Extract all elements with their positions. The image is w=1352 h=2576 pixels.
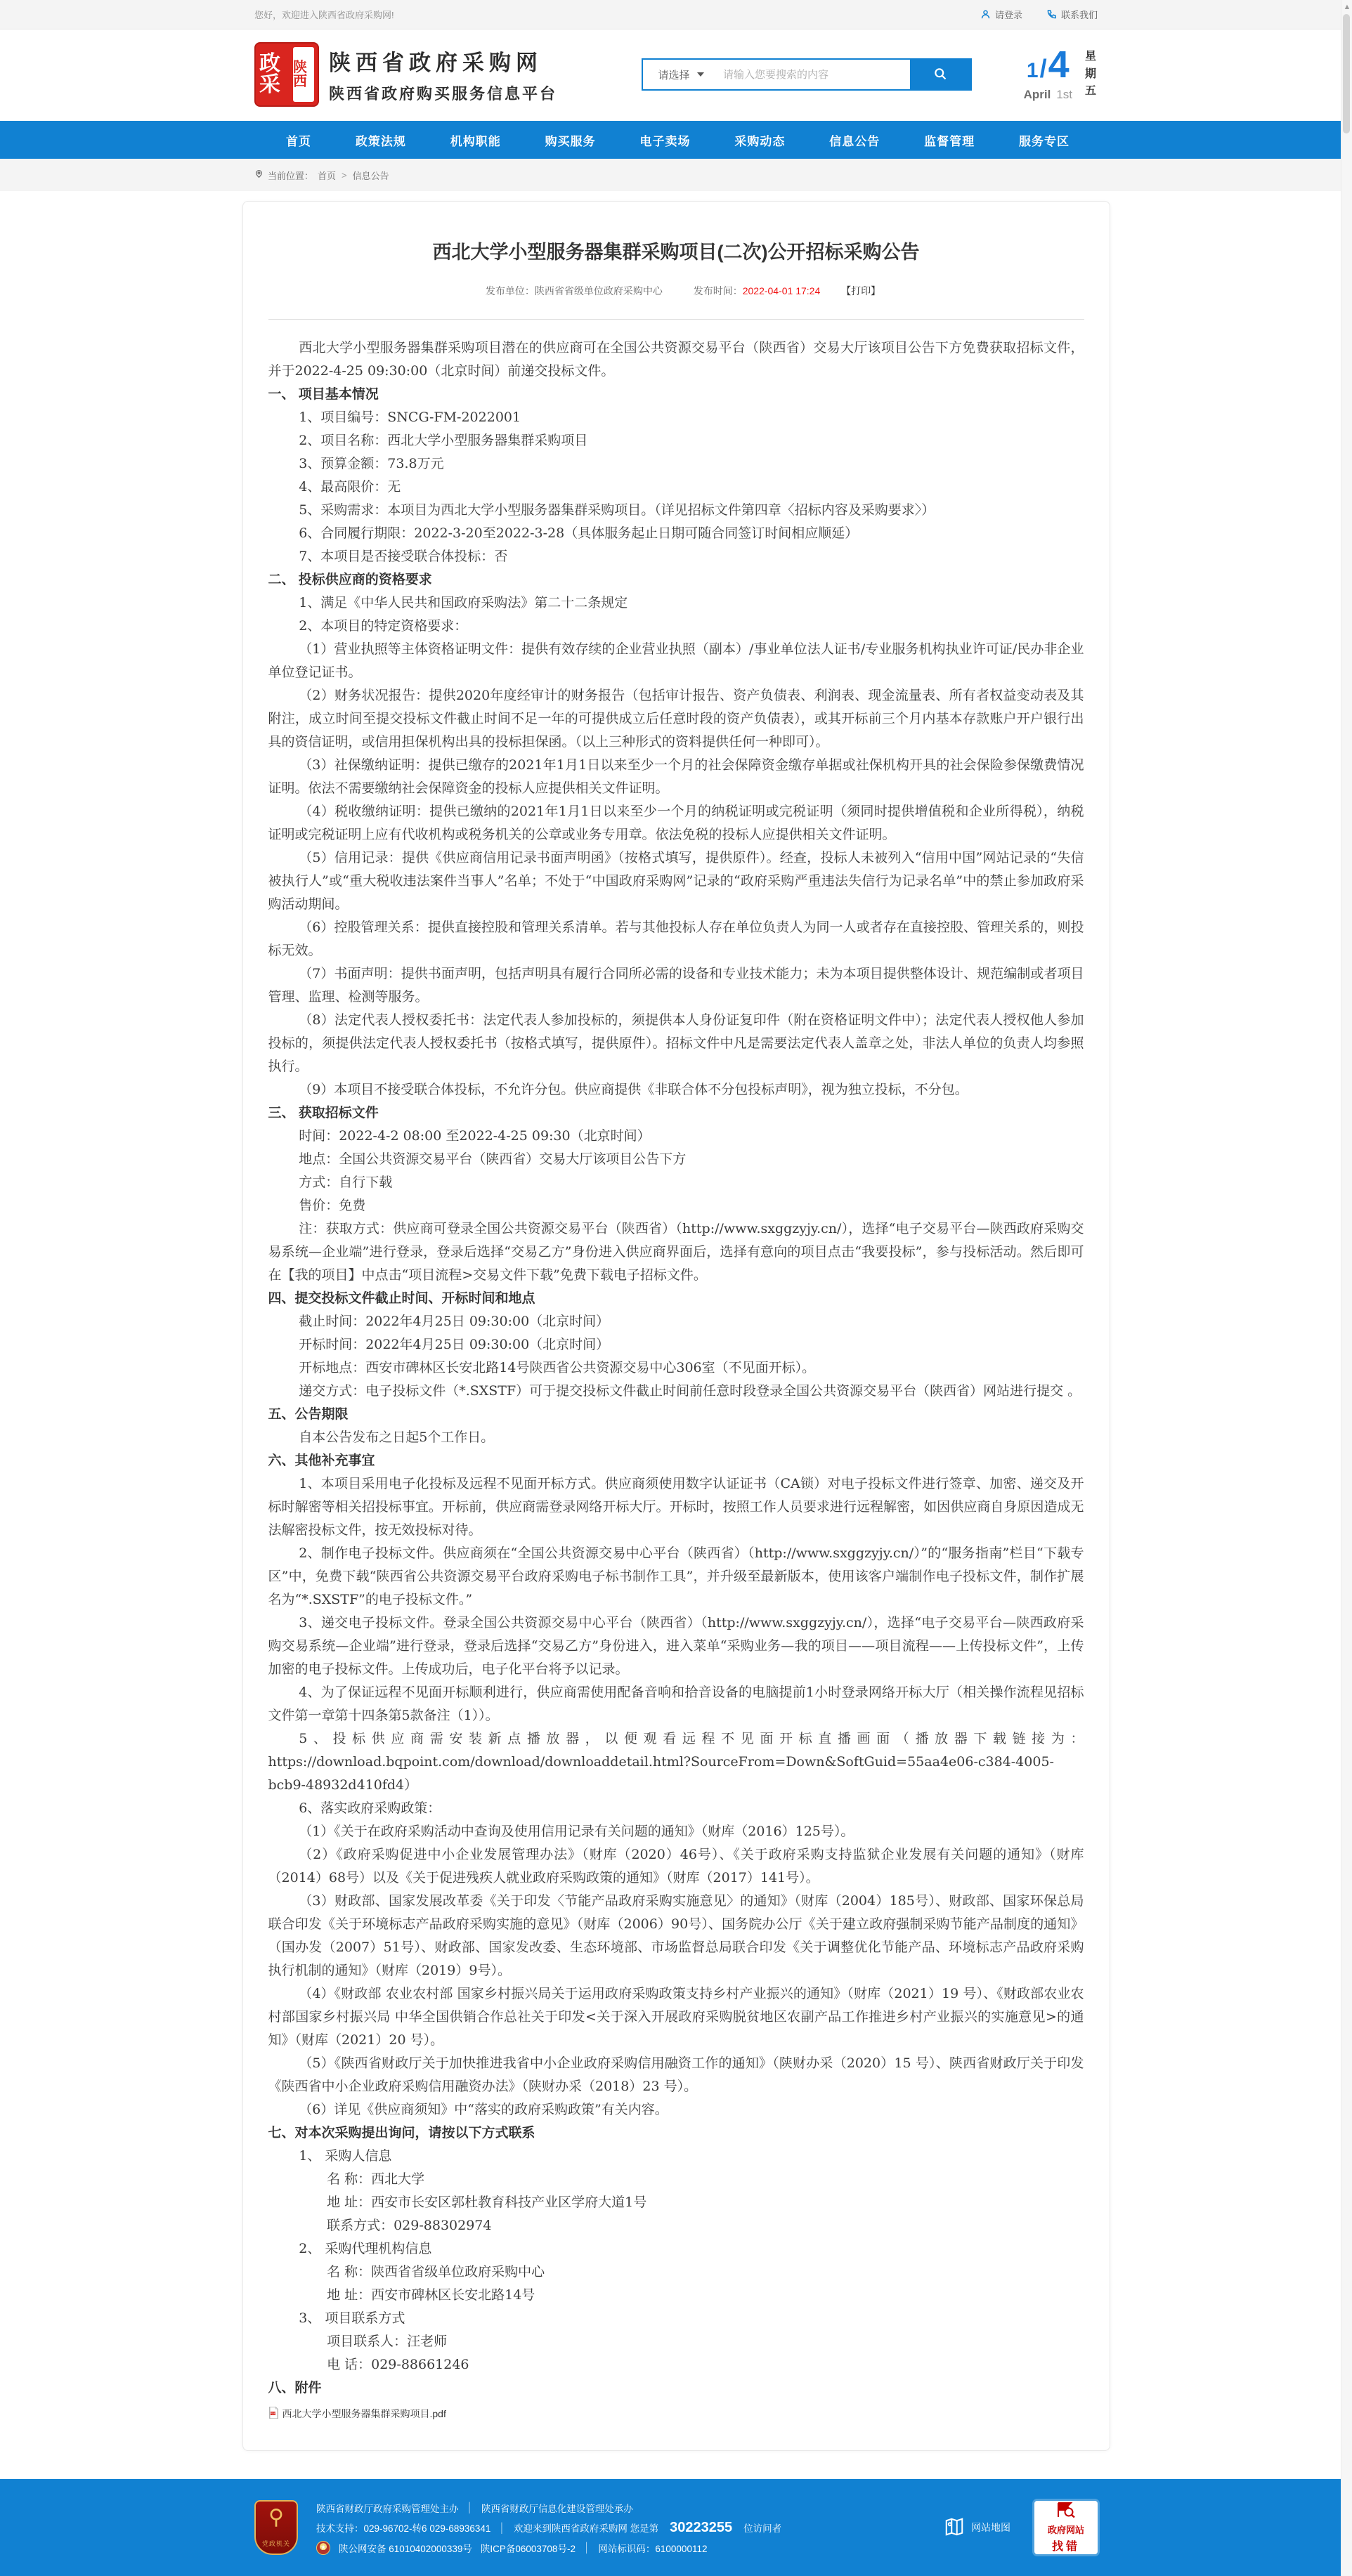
article-paragraph: 4、为了保证远程不见面开标顺利进行，供应商需使用配备音响和拾音设备的电脑提前1小时登录网络开标大厅（相关操作流程见招标文件第一章第十四条第5款备注（1））。: [268, 1685, 1084, 1723]
site-name: 陕西省政府采购网: [329, 51, 542, 75]
date-widget: 1 / 4 April 1st 星期五: [1023, 43, 1096, 101]
article-paragraph: 7、本项目是否接受联合体投标：否: [299, 549, 508, 564]
article-paragraph: （9）本项目不接受联合体投标，不允许分包。供应商提供《非联合体不分包投标声明》，视为独立投标，不分包。: [299, 1082, 968, 1097]
article-section-heading: 四、提交投标文件截止时间、开标时间和地点: [268, 1291, 535, 1306]
article-paragraph: 联系方式：029-88302974: [327, 2218, 492, 2233]
article-paragraph: 名 称：陕西省省级单位政府采购中心: [327, 2264, 545, 2280]
article-paragraph: 地点：全国公共资源交易平台（陕西省）交易大厅该项目公告下方: [299, 1151, 687, 1167]
contact-link[interactable]: 联系我们: [1046, 8, 1098, 21]
article-paragraph: 3、预算金额：73.8万元: [299, 456, 444, 471]
search-input[interactable]: [719, 60, 910, 89]
article-paragraph: 3、递交电子投标文件。登录全国公共资源交易中心平台（陕西省）（http://www.sxggzyjy.cn/），选择“电子交易平台—陕西政府采购交易系统—企业端”进行登录，登录后选择“交易乙方”身份进入，进入菜单“采购业务—我的项目——项目流程——上传投标文件”，上传加密的电子投标文件。上传成功后，电子化平台将予以记录。: [268, 1615, 1084, 1677]
article-paragraph: 售价：免费: [299, 1198, 366, 1213]
article-body: [268, 336, 1084, 2400]
article-section-heading: 三、 获取招标文件: [268, 1106, 379, 1120]
article-paragraph: （1）《关于在政府采购活动中查询及使用信用记录有关问题的通知》（财库（2016）125号）。: [299, 1824, 854, 1839]
article-section-heading: 七、对本次采购提出询问，请按以下方式联系: [268, 2126, 535, 2140]
nav-item-2[interactable]: 政策法规: [355, 134, 406, 148]
article-paragraph: 注：获取方式：供应商可登录全国公共资源交易平台（陕西省）（http://www.sxggzyjy.cn/），选择“电子交易平台—陕西政府采购交易系统—企业端”进行登录，登录后选择“交易乙方”身份进入供应商界面后，选择有意向的项目点击“我要投标”，参与投标活动。然后即可在【我的项目】中点击“项目流程>交易文件下载”免费下载电子招标文件。: [268, 1221, 1084, 1283]
article-paragraph: （2）《政府采购促进中小企业发展管理办法》（财库（2020）46号）、《关于政府采购支持监狱企业发展有关问题的通知》（财库（2014）68号）以及《关于促进残疾人就业政府采购政策的通知》（财库（2017）141号）。: [268, 1847, 1084, 1885]
article-paragraph: 6、落实政府采购政策：: [299, 1800, 441, 1816]
date-day: 1: [1026, 58, 1039, 82]
nav-item-6[interactable]: 采购动态: [734, 134, 786, 148]
article-paragraph: 开标地点：西安市碑林区长安北路14号陕西省公共资源交易中心306室（不见面开标）。: [299, 1360, 816, 1375]
article-section-heading: 一、 项目基本情况: [268, 387, 379, 402]
article-paragraph: 地 址：西安市碑林区长安北路14号: [327, 2287, 535, 2303]
report-error-badge[interactable]: 政府网站 找错: [1034, 2501, 1098, 2554]
chevron-down-icon: [697, 72, 704, 77]
government-shield-icon: ⚲ 党政机关: [254, 2500, 298, 2555]
article-paragraph: （8）法定代表人授权委托书：法定代表人参加投标的，须提供本人身份证复印件（附在资格证明文件中）；法定代表人授权他人参加投标的，须提供法定代表人授权委托书（按格式填写，提供原件）。招标文件中凡是需要法定代表人盖章之处，非法人单位的负责人均参照执行。: [268, 1012, 1084, 1074]
article-paragraph: 自本公告发布之日起5个工作日。: [299, 1430, 495, 1445]
search-icon: [933, 67, 947, 83]
article-section-heading: 二、 投标供应商的资格要求: [268, 573, 432, 587]
site-logo[interactable]: [254, 42, 557, 107]
main-nav: [0, 121, 1352, 159]
article-paragraph: 递交方式：电子投标文件（*.SXSTF）可于提交投标文件截止时间前任意时段登录全国公共资源交易平台（陕西省）网站进行提交 。: [299, 1383, 1081, 1399]
search-box: [642, 58, 972, 91]
footer-tech-support: 技术支持：029-96702-转6 029-68936341: [316, 2523, 491, 2534]
article-paragraph: 电 话：029-88661246: [327, 2357, 469, 2372]
site-subtitle: 陕西省政府购买服务信息平台: [329, 85, 558, 103]
nav-item-8[interactable]: 监督管理: [924, 134, 975, 148]
article-paragraph: 1、项目编号：SNCG-FM-2022001: [299, 410, 521, 425]
article-paragraph: （4）税收缴纳证明：提供已缴纳的2021年1月1日以来至少一个月的纳税证明或完税证明（须同时提供增值税和企业所得税），纳税证明或完税证明上应有代收机构或税务机关的公章或业务专用章。依法免税的投标人应提供相关文件证明。: [268, 804, 1084, 842]
article-paragraph: （4）《财政部 农业农村部 国家乡村振兴局关于运用政府采购政策支持乡村产业振兴的通知》（财库（2021）19 号）、《财政部农业农村部国家乡村振兴局 中华全国供销合作总社关于印发<关于深入开展政府采购脱贫地区农副产品工作推进乡村产业振兴的实施意见>的通知》（财库（2021）20 号）。: [268, 1986, 1084, 2048]
article-paragraph: （2）财务状况报告：提供2020年度经审计的财务报告（包括审计报告、资产负债表、利润表、现金流量表、所有者权益变动表及其附注，成立时间至提交投标文件截止时间不足一年的可提供成立后任意时段的资产负债表），或其开标前三个月内基本存款账户开户银行出具的资信证明，或信用担保机构出具的投标担保函。（以上三种形式的资料提供任何一种即可）。: [268, 688, 1084, 750]
article-paragraph: 2、 采购代理机构信息: [299, 2241, 432, 2256]
article-paragraph: 5、投标供应商需安装新点播放器，以便观看远程不见面开标直播画面（播放器下载链接为：https://download.bqpoint.com/download/downloaddetail.html?SourceFrom=Down&SoftGuid=55aa4e06-c384-4005-bcb9-48932d410fd4）: [268, 1731, 1084, 1793]
date-month-en: April: [1023, 87, 1051, 101]
date-month: 4: [1048, 43, 1070, 86]
article-paragraph: （5）信用记录：提供《供应商信用记录书面声明函》（按格式填写，提供原件）。经查，投标人未被列入“信用中国”网站记录的“失信被执行人”或“重大税收违法案件当事人”名单；不处于“中国政府采购网”记录的“政府采购严重违法失信行为记录名单”中的禁止参加政府采购活动期间。: [268, 850, 1084, 912]
divider: [268, 319, 1084, 320]
nav-item-9[interactable]: 服务专区: [1019, 134, 1070, 148]
footer-site-code: 网站标识码：6100000112: [598, 2543, 708, 2554]
article-paragraph: （1）营业执照等主体资格证明文件：提供有效存续的企业营业执照（副本）/事业单位法人证书/专业服务机构执业许可证/民办非企业单位登记证书。: [268, 641, 1084, 680]
date-day-en: 1st: [1056, 87, 1072, 101]
attachment-link[interactable]: [268, 2407, 1084, 2421]
footer-visitor-text: 欢迎来到陕西省政府采购网 您是第: [513, 2523, 659, 2534]
nav-item-4[interactable]: 购买服务: [545, 134, 596, 148]
login-link[interactable]: 请登录: [980, 8, 1022, 21]
footer-organizer: 陕西省财政厅政府采购管理处主办: [316, 2503, 459, 2514]
article-paragraph: 名 称：西北大学: [327, 2171, 425, 2187]
site-header: [0, 30, 1352, 121]
article-paragraph: 1、本项目采用电子化投标及远程不见面开标方式。供应商须使用数字认证证书（CA锁）对电子投标文件进行签章、加密、递交及开标时解密等相关招投标事宜。开标前，供应商需登录网络开标大厅。开标时，按照工作人员要求进行远程解密，如因供应商自身原因造成无法解密投标文件，按无效投标对待。: [268, 1476, 1084, 1538]
publish-time-label: 发布时间：: [693, 285, 743, 296]
article-paragraph: （3）财政部、国家发展改革委《关于印发〈节能产品政府采购实施意见〉的通知》（财库（2004）185号）、财政部、国家环保总局联合印发《关于环境标志产品政府采购实施的意见》（财库（2006）90号）、国务院办公厅《关于建立政府强制采购节能产品制度的通知》（国办发（2007）51号）、财政部、国家发改委、生态环境部、市场监督总局联合印发《关于调整优化节能产品、环境标志产品政府采购执行机制的通知》（财库（2019）9号）。: [268, 1893, 1084, 1978]
article-section-heading: 八、附件: [268, 2381, 322, 2395]
article-paragraph: （3）社保缴纳证明：提供已缴存的2021年1月1日以来至少一个月的社会保障资金缴存单据或社保机构开具的社会保险参保缴费情况证明。依法不需要缴纳社会保障资金的投标人应提供相关文件证明。: [268, 757, 1084, 796]
sitemap-link[interactable]: 网站地图: [944, 2516, 1010, 2539]
breadcrumb-current[interactable]: 信息公告: [352, 170, 389, 181]
nav-item-3[interactable]: 机构职能: [450, 134, 501, 148]
article-paragraph: （6）控股管理关系：提供直接控股和管理关系清单。若与其他投标人存在单位负责人为同一人或者存在直接控股、管理关系的，则投标无效。: [268, 920, 1084, 958]
breadcrumb-label: 当前位置：: [268, 170, 314, 181]
page-footer: ⚲ 党政机关 陕西省财政厅政府采购管理处主办 │ 陕西省财政厅信息化建设管理处承办 技术支持：029-96702-转6 029-68936341 │ 欢迎来到陕西省政府采购网 您是第 30223255 位访问者 ★ 陕公网安备 61010402000339号 陕ICP备06003708号-2 │ 网站标识码：6100000112 网站地图 政府网站 找错: [0, 2479, 1352, 2576]
topbar: [0, 0, 1352, 30]
footer-police-record[interactable]: 陕公网安备 61010402000339号: [339, 2543, 472, 2554]
article-section-heading: 六、其他补充事宜: [268, 1453, 375, 1468]
scrollbar-thumb[interactable]: [1343, 14, 1350, 133]
welcome-text: 您好，欢迎进入陕西省政府采购网!: [254, 10, 394, 20]
footer-icp[interactable]: 陕ICP备06003708号-2: [480, 2543, 576, 2554]
page-title: 西北大学小型服务器集群采购项目(二次)公开招标采购公告: [432, 242, 920, 263]
article-paragraph: （7）书面声明：提供书面声明，包括声明具有履行合同所必需的设备和专业技术能力；未为本项目提供整体设计、规范编制或者项目管理、监理、检测等服务。: [268, 966, 1084, 1005]
date-weekday: 星期五: [1084, 50, 1096, 98]
attachment-name: 西北大学小型服务器集群采购项目.pdf: [282, 2408, 446, 2419]
article-paragraph: 2、本项目的特定资格要求：: [299, 618, 468, 634]
article-paragraph: 2、项目名称：西北大学小型服务器集群采购项目: [299, 433, 588, 448]
article-paragraph: 地 址：西安市长安区郭杜教育科技产业区学府大道1号: [327, 2195, 647, 2210]
footer-co-organizer: 陕西省财政厅信息化建设管理处承办: [481, 2503, 633, 2514]
location-pin-icon: [254, 169, 264, 181]
article-paragraph: （5）《陕西省财政厅关于加快推进我省中小企业政府采购信用融资工作的通知》（陕财办采（2020）15 号）、陕西省财政厅关于印发《陕西省中小企业政府采购信用融资办法》（陕财办采（2018）23 号）。: [268, 2055, 1084, 2094]
publisher-label: 发布单位：: [485, 285, 535, 296]
print-button[interactable]: 【打印】: [841, 285, 881, 296]
pdf-file-icon: [268, 2407, 279, 2421]
search-category-select[interactable]: 请选择: [643, 60, 719, 89]
publisher-value: 陕西省省级单位政府采购中心: [534, 285, 663, 296]
article-paragraph: （6）详见《供应商须知》中“落实的政府采购政策”有关内容。: [299, 2102, 668, 2117]
scroll-up-arrow-icon[interactable]: ▲: [1343, 3, 1351, 11]
article-paragraph: 2、制作电子投标文件。供应商须在“全国公共资源交易中心平台（陕西省）（http://www.sxggzyjy.cn/）”的“服务指南”栏目“下载专区”中，免费下载“陕西省公共资源交易平台政府采购电子标书制作工具”，并升级至最新版本，使用该客户端制作电子投标文件，制作扩展名为“*.SXSTF”的电子投标文件。”: [268, 1545, 1084, 1607]
scrollbar[interactable]: [1341, 0, 1352, 2576]
article-paragraph: 1、 采购人信息: [299, 2148, 392, 2164]
nav-item-1[interactable]: 首页: [286, 134, 311, 148]
article-paragraph: 项目联系人：汪老师: [327, 2334, 448, 2349]
announcement-card: [242, 201, 1110, 2451]
article-paragraph: 时间：2022-4-2 08:00 至2022-4-25 09:30（北京时间）: [299, 1128, 651, 1144]
main-content: [0, 191, 1352, 2479]
article-paragraph: 3、 项目联系方式: [299, 2310, 405, 2326]
article-paragraph: 西北大学小型服务器集群采购项目潜在的供应商可在全国公共资源交易平台（陕西省）交易大厅该项目公告下方免费获取招标文件，并于2022-4-25 09:30:00（北京时间）前递交投标文件。: [268, 340, 1084, 379]
article-paragraph: 1、满足《中华人民共和国政府采购法》第二十二条规定: [299, 595, 628, 610]
breadcrumb-bar: [0, 159, 1352, 191]
user-icon: [980, 9, 991, 20]
search-button[interactable]: [910, 60, 970, 89]
article-paragraph: 方式：自行下载: [299, 1175, 393, 1190]
phone-icon: [1046, 9, 1057, 20]
article-meta: [268, 284, 1084, 298]
breadcrumb: 当前位置： 首页 > 信息公告: [254, 159, 1098, 191]
police-badge-icon: ★: [316, 2541, 330, 2555]
sitemap-icon: [944, 2516, 965, 2539]
article-paragraph: 6、合同履行期限：2022-3-20至2022-3-28（具体服务起止日期可随合同签订时间相应顺延）: [299, 525, 859, 541]
svg-text:PDF: PDF: [270, 2412, 275, 2416]
article-section-heading: 五、公告期限: [268, 1407, 349, 1422]
article-paragraph: 5、采购需求：本项目为西北大学小型服务器集群采购项目。（详见招标文件第四章〈招标内容及采购要求〉）: [299, 502, 935, 518]
nav-item-7[interactable]: 信息公告: [829, 134, 880, 148]
visitor-count: 30223255: [670, 2519, 733, 2535]
publish-time-value: 2022-04-01 17:24: [742, 285, 821, 296]
article-paragraph: 开标时间：2022年4月25日 09:30:00（北京时间）: [299, 1337, 610, 1352]
nav-menu: [254, 121, 1098, 159]
breadcrumb-home[interactable]: 首页: [318, 170, 337, 181]
flag-magnifier-icon: [1057, 2502, 1075, 2521]
article-paragraph: 4、最高限价：无: [299, 479, 401, 495]
nav-item-5[interactable]: 电子卖场: [639, 134, 691, 148]
logo-seal-icon: 政采 陕西: [254, 42, 319, 107]
article-paragraph: 截止时间：2022年4月25日 09:30:00（北京时间）: [299, 1314, 610, 1329]
